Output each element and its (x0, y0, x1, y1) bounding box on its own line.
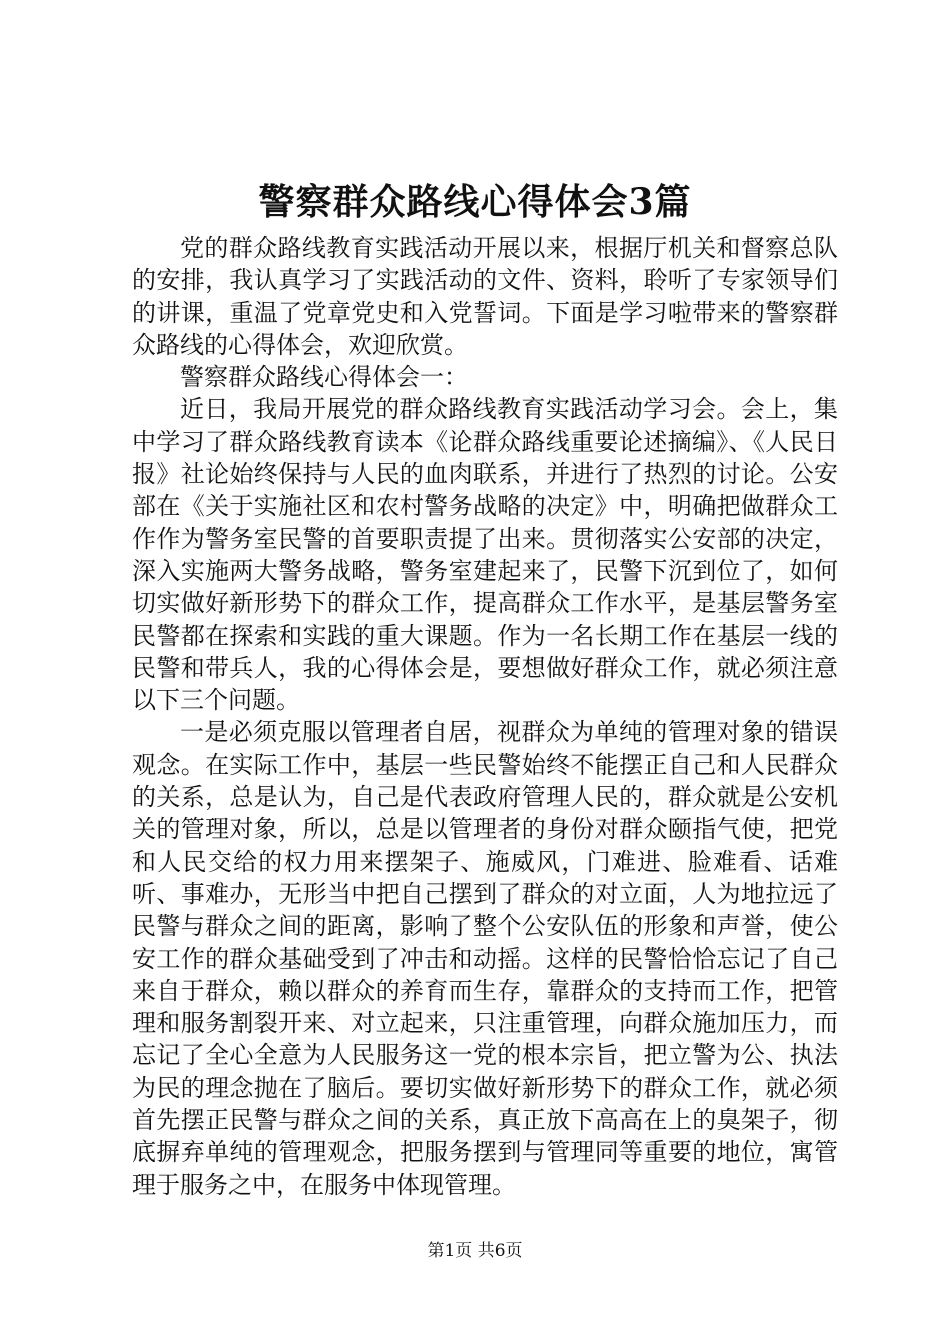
page-footer: 第1页 共6页 (427, 1241, 523, 1261)
body-paragraph: 近日，我局开展党的群众路线教育实践活动学习会。会上，集中学习了群众路线教育读本《论群众路线重要论述摘编》、《人民日报》社论始终保持与人民的血肉联系，并进行了热烈的讨论。公安部在《关于实施社区和农村警务战略的决定》中，明确把做群众工作作为警务室民警的首要职责提了出来。贯彻落实公安部的决定，深入实施两大警务战略，警务室建起来了，民警下沉到位了，如何切实做好新形势下的群众工作，提高群众工作水平，是基层警务室民警都在探索和实践的重大课题。作为一名长期工作在基层一线的民警和带兵人，我的心得体会是，要想做好群众工作，就必须注意以下三个问题。 (132, 395, 838, 715)
document-title: 警察群众路线心得体会3篇 (258, 181, 692, 223)
section-heading: 警察群众路线心得体会一： (180, 363, 468, 392)
document-body (132, 232, 838, 1201)
body-paragraph: 一是必须克服以管理者自居，视群众为单纯的管理对象的错误观念。在实际工作中，基层一些民警始终不能摆正自己和人民群众的关系，总是认为，自己是代表政府管理人民的，群众就是公安机关的管理对象，所以，总是以管理者的身份对群众颐指气使，把党和人民交给的权力用来摆架子、施威风，门难进、脸难看、话难听、事难办，无形当中把自己摆到了群众的对立面，人为地拉远了民警与群众之间的距离，影响了整个公安队伍的形象和声誉，使公安工作的群众基础受到了冲击和动摇。这样的民警恰恰忘记了自己来自于群众，赖以群众的养育而生存，靠群众的支持而工作，把管理和服务割裂开来、对立起来，只注重管理，向群众施加压力，而忘记了全心全意为人民服务这一党的根本宗旨，把立警为公、执法为民的理念抛在了脑后。要切实做好新形势下的群众工作，就必须首先摆正民警与群众之间的关系，真正放下高高在上的臭架子，彻底摒弃单纯的管理观念，把服务摆到与管理同等重要的地位，寓管理于服务之中，在服务中体现管理。 (132, 718, 838, 1199)
intro-paragraph: 党的群众路线教育实践活动开展以来，根据厅机关和督察总队的安排，我认真学习了实践活动的文件、资料，聆听了专家领导们的讲课，重温了党章党史和入党誓词。下面是学习啦带来的警察群众路线的心得体会，欢迎欣赏。 (132, 234, 838, 359)
